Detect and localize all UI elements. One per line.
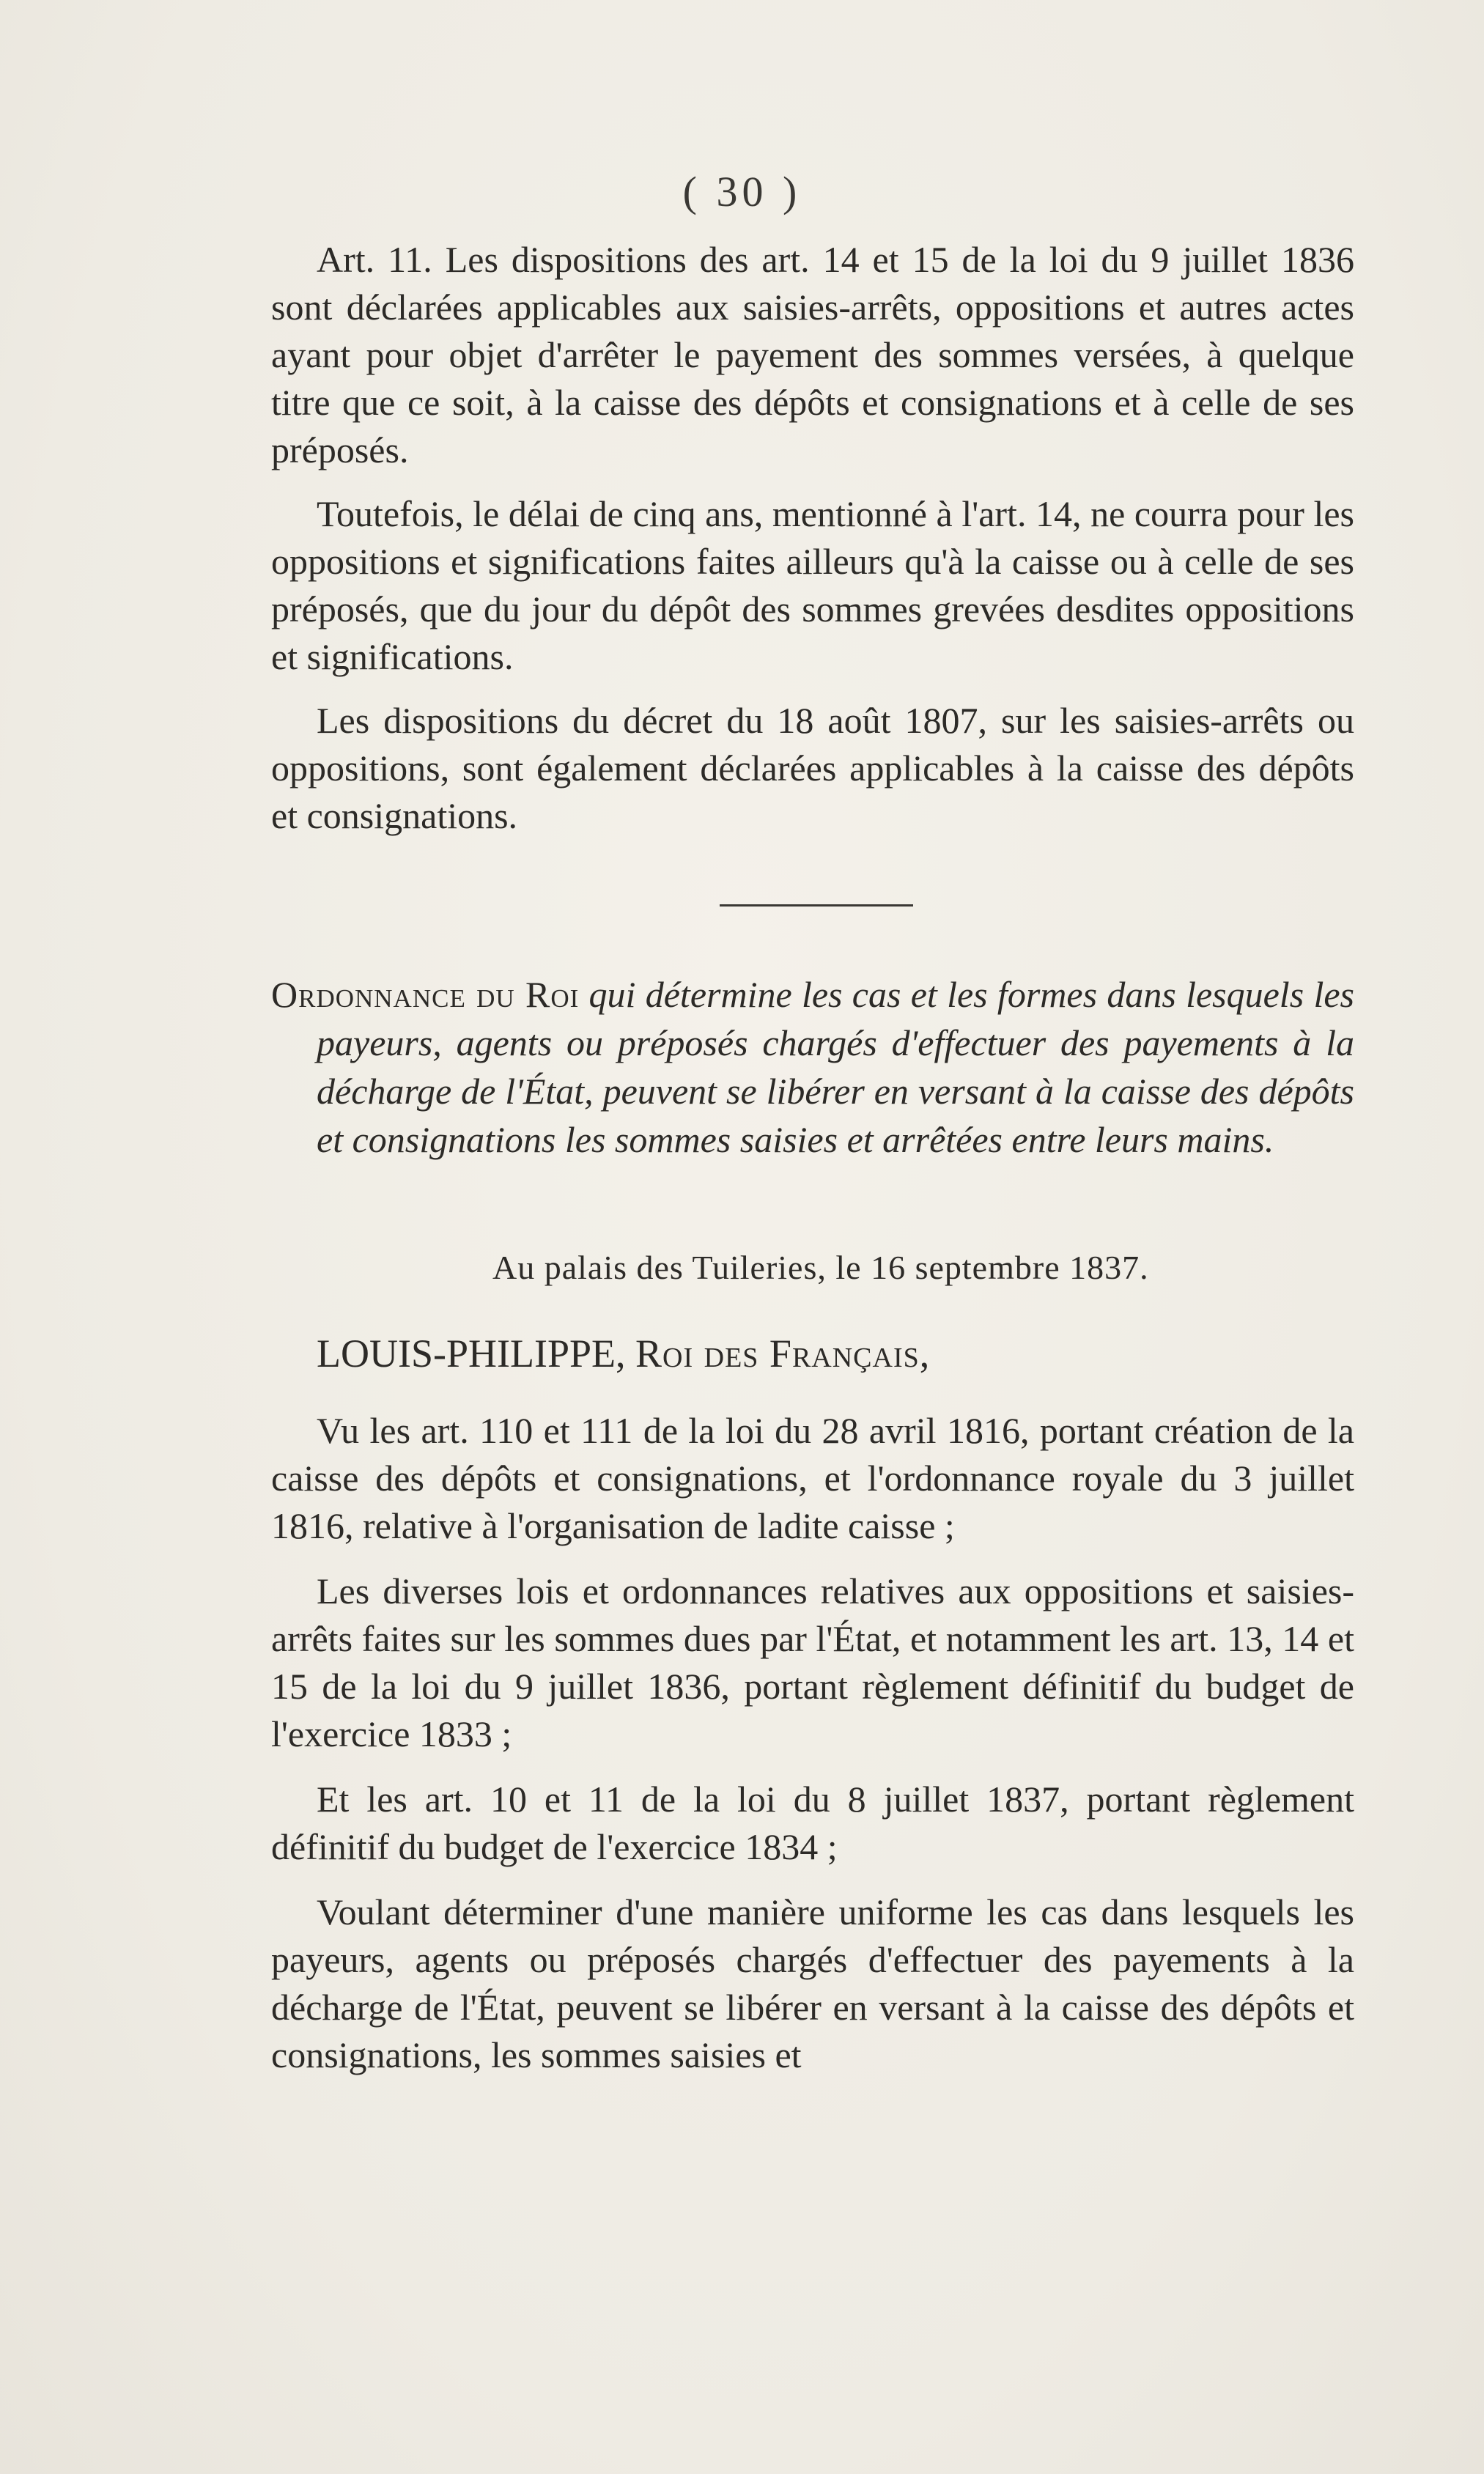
ordonnance-heading: [271, 970, 1354, 1164]
paragraph: Les dispositions du décret du 18 août 1807, sur les saisies-arrêts ou oppositions, sont également déclarées applicables à la caisse des dépôts et consignations.: [271, 700, 1354, 836]
section-divider: [720, 904, 913, 906]
dateline: Au palais des Tuileries, le 16 septembre 1837.: [492, 1249, 1149, 1286]
king-title: Roi des Français,: [635, 1332, 931, 1376]
article-11-section: [271, 236, 1354, 840]
king-heading: [317, 1329, 930, 1378]
preamble-section: [271, 1407, 1354, 2079]
paragraph: Et les art. 10 et 11 de la loi du 8 juillet 1837, portant règlement définitif du budget de l'exercice 1834 ;: [271, 1779, 1354, 1867]
paragraph: Voulant déterminer d'une manière uniforme les cas dans lesquels les payeurs, agents ou préposés chargés d'effectuer des payements à la décharge de l'État, peuvent se libérer en versant à la caisse des dépôts et consignations, les sommes saisies et: [271, 1891, 1354, 2075]
paragraph: Toutefois, le délai de cinq ans, mentionné à l'art. 14, ne courra pour les oppositions et significations faites ailleurs qu'à la caisse ou à celle de ses préposés, que du jour du dépôt des sommes grevées desdites oppositions et significations.: [271, 493, 1354, 677]
page-number: ( 30 ): [682, 168, 802, 215]
ordonnance-title: qui détermine les cas et les formes dans lesquels les payeurs, agents ou préposés chargés d'effectuer des payements à la décharge de l'État, peuvent se libérer en versant à la caisse des dépôts et consignations les sommes saisies et arrêtées entre leurs mains.: [317, 974, 1354, 1160]
paragraph: Les diverses lois et ordonnances relatives aux oppositions et saisies-arrêts faites sur les sommes dues par l'État, et notamment les art. 13, 14 et 15 de la loi du 9 juillet 1836, portant règlement définitif du budget de l'exercice 1833 ;: [271, 1570, 1354, 1754]
paragraph: Art. 11. Les dispositions des art. 14 et 15 de la loi du 9 juillet 1836 sont déclarées applicables aux saisies-arrêts, oppositions et autres actes ayant pour objet d'arrêter le payement des sommes versées, à quelque titre que ce soit, à la caisse des dépôts et consignations et à celle de ses préposés.: [271, 239, 1354, 470]
paragraph: Vu les art. 110 et 111 de la loi du 28 avril 1816, portant création de la caisse des dépôts et consignations, et l'ordonnance royale du 3 juillet 1816, relative à l'organisation de ladite caisse ;: [271, 1410, 1354, 1546]
ordonnance-lead: Ordonnance du Roi: [271, 974, 580, 1015]
king-name: LOUIS-PHILIPPE,: [317, 1332, 626, 1376]
